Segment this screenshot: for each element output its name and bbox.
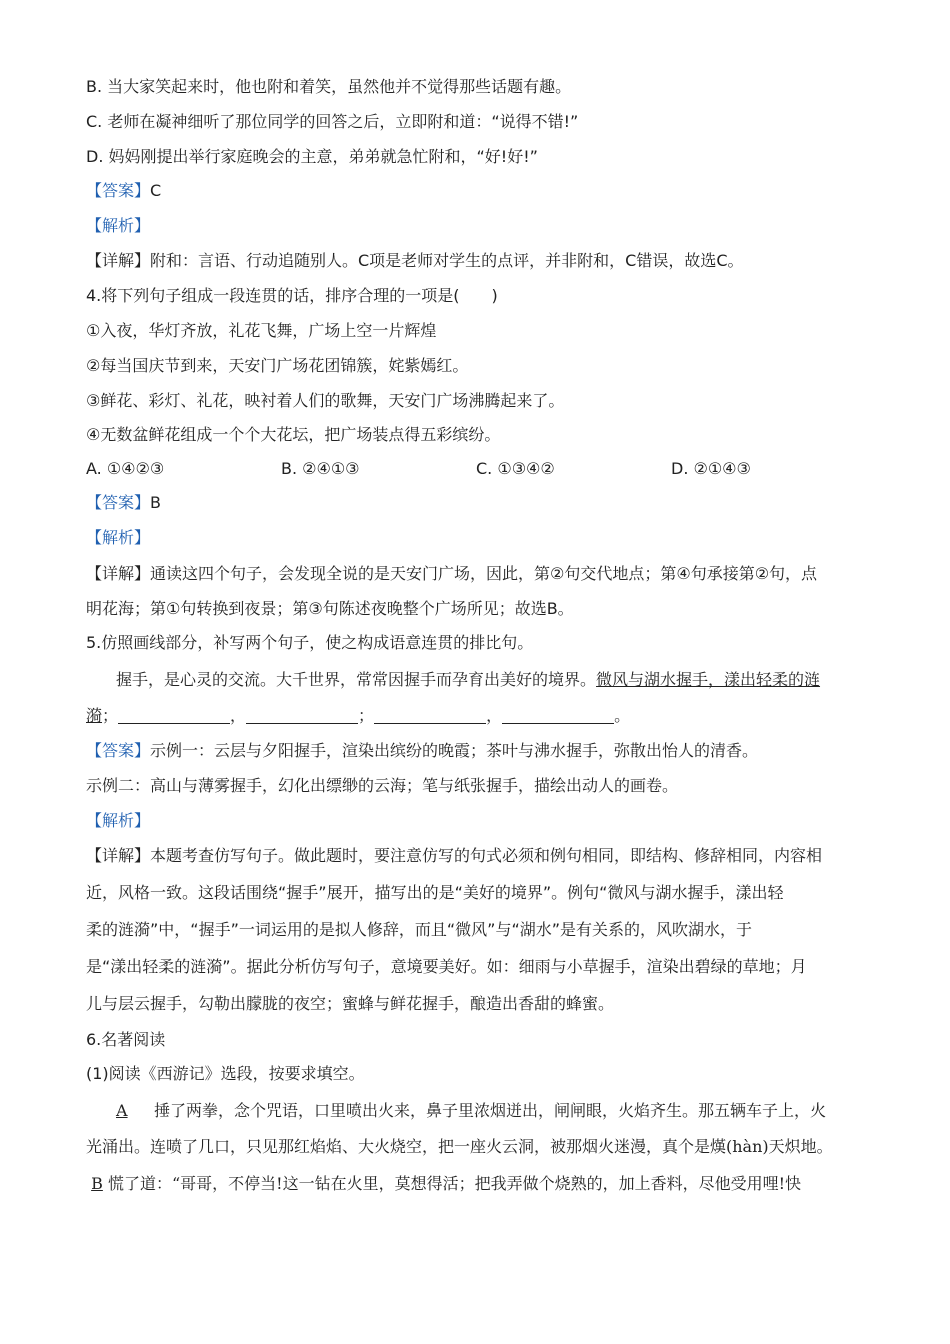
q5-passage-line-1 [116, 669, 820, 691]
q4-answer [86, 492, 161, 514]
fill-blank-3[interactable] [374, 707, 486, 724]
q6-passage-line-1 [116, 1100, 826, 1122]
q6-passage-line-3 [86, 1173, 801, 1195]
answer-value: B [150, 493, 161, 512]
answer-value: 示例一：云层与夕阳握手，渲染出缤纷的晚霞；茶叶与沸水握手，弥散出怡人的清香。 [150, 741, 759, 760]
q4-detail-line-1: 【详解】通读这四个句子，会发现全说的是天安门广场，因此，第②句交代地点；第④句承接第②句，点 [86, 564, 818, 583]
q5-detail-line-5: 儿与层云握手，勾勒出朦胧的夜空；蜜蜂与鲜花握手，酿造出香甜的蜂蜜。 [86, 994, 615, 1013]
q3-answer [86, 180, 161, 202]
fill-blank-4[interactable] [502, 707, 614, 724]
passage-underlined-end: 漪 [86, 706, 103, 725]
q4-option-a: A. ①④②③ [86, 459, 165, 478]
q5-title: 5.仿照画线部分，补写两个句子，使之构成语意连贯的排比句。 [86, 633, 534, 652]
q4-detail-line-2: 明花海；第①句转换到夜景；第③句陈述夜晚整个广场所见；故选B。 [86, 599, 574, 618]
q6-subquestion-1: (1)阅读《西游记》选段，按要求填空。 [86, 1064, 365, 1083]
q3-detail: 【详解】附和：言语、行动追随别人。C项是老师对学生的点评，并非附和，C错误，故选C。 [86, 251, 744, 270]
fill-blank-b[interactable]: B [91, 1174, 103, 1193]
passage-text: 捶了两拳，念个咒语，口里喷出火来，鼻子里浓烟迸出，闸闸眼，火焰齐生。那五辆车子上，火 [154, 1101, 827, 1120]
q3-option-b: B. 当大家笑起来时，他也附和着笑，虽然他并不觉得那些话题有趣。 [86, 77, 572, 96]
q6-title: 6.名著阅读 [86, 1030, 166, 1049]
answer-value: C [150, 181, 162, 200]
q5-detail-line-4: 是“漾出轻柔的涟漪”。据此分析仿写句子，意境要美好。如：细雨与小草握手，渲染出碧绿的草地；月 [86, 957, 807, 976]
q5-detail-line-3: 柔的涟漪”中，“握手”一词运用的是拟人修辞，而且“微风”与“湖水”是有关系的，风吹湖水，于 [86, 920, 753, 939]
answer-tag: 【答案】 [86, 181, 151, 200]
q4-sentence-2: ②每当国庆节到来，天安门广场花团锦簇，姹紫嫣红。 [86, 356, 469, 375]
q5-passage-line-2: 漪； ， ； ， 。 [86, 706, 631, 725]
q5-detail-line-1: 【详解】本题考查仿写句子。做此题时，要注意仿写的句式必须和例句相同，即结构、修辞相同，内容相 [86, 846, 823, 865]
q5-answer-line-2: 示例二：高山与薄雾握手，幻化出缥缈的云海；笔与纸张握手，描绘出动人的画卷。 [86, 776, 679, 795]
q4-option-c: C. ①③④② [476, 459, 555, 478]
q5-answer-line-1 [86, 740, 758, 762]
passage-underlined: 微风与湖水握手，漾出轻柔的涟 [596, 670, 821, 689]
q4-sentence-1: ①入夜，华灯齐放，礼花飞舞，广场上空一片辉煌 [86, 321, 437, 340]
q4-options [86, 458, 866, 480]
q4-sentence-3: ③鲜花、彩灯、礼花，映衬着人们的歌舞，天安门广场沸腾起来了。 [86, 391, 565, 410]
q3-analysis-tag: 【解析】 [86, 216, 151, 235]
q5-detail-line-2: 近，风格一致。这段话围绕“握手”展开，描写出的是“美好的境界”。例句“微风与湖水握手，漾出轻 [86, 883, 784, 902]
passage-text: 慌了道：“哥哥，不停当!这一钻在火里，莫想得活；把我弄做个烧熟的，加上香料，尽他受用哩!快 [108, 1174, 802, 1193]
q4-sentence-4: ④无数盆鲜花组成一个个大花坛，把广场装点得五彩缤纷。 [86, 425, 501, 444]
q4-option-b: B. ②④①③ [281, 459, 360, 478]
fill-blank-1[interactable] [118, 707, 230, 724]
q5-analysis-tag: 【解析】 [86, 811, 151, 830]
fill-blank-a[interactable]: A [116, 1101, 128, 1120]
q4-option-d: D. ②①④③ [671, 459, 751, 478]
q6-passage-line-2: 光涌出。连喷了几口，只见那红焰焰、大火烧空，把一座火云洞，被那烟火迷漫，真个是熯(hàn)天炽地。 [86, 1137, 833, 1156]
q4-title: 4.将下列句子组成一段连贯的话，排序合理的一项是( ) [86, 286, 498, 305]
q3-option-c: C. 老师在凝神细听了那位同学的回答之后，立即附和道：“说得不错!” [86, 112, 579, 131]
q3-option-d: D. 妈妈刚提出举行家庭晚会的主意，弟弟就急忙附和，“好!好!” [86, 147, 538, 166]
fill-blank-2[interactable] [246, 707, 358, 724]
answer-tag: 【答案】 [86, 493, 151, 512]
passage-text: 握手，是心灵的交流。大千世界，常常因握手而孕育出美好的境界。 [116, 670, 597, 689]
q4-analysis-tag: 【解析】 [86, 528, 151, 547]
answer-tag: 【答案】 [86, 741, 151, 760]
